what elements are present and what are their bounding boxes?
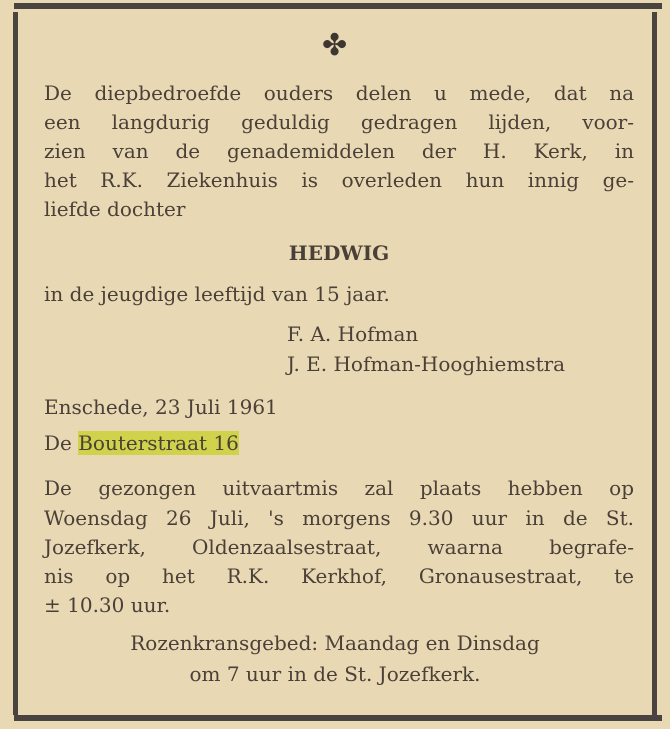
parent-name: J. E. Hofman-Hooghiemstra	[287, 352, 566, 376]
rosary-line: Rozenkransgebed: Maandag en Dinsdag	[130, 631, 540, 655]
intro-line: zien van de genademiddelen der H. Kerk, in	[44, 139, 634, 163]
funeral-line: nis op het R.K. Kerkhof, Gronausestraat, te	[44, 564, 634, 588]
intro-line: een langdurig geduldig gedragen lijden, voor-	[44, 110, 634, 134]
funeral-line: Woensdag 26 Juli, 's morgens 9.30 uur in de St.	[44, 506, 634, 530]
frame-left-rule	[13, 12, 18, 715]
funeral-line: De gezongen uitvaartmis zal plaats hebben op	[44, 476, 634, 500]
rosary-line: om 7 uur in de St. Jozefkerk.	[189, 662, 481, 686]
funeral-line: Jozefkerk, Oldenzaalsestraat, waarna begrafe-	[44, 535, 634, 559]
address	[44, 430, 634, 456]
address-street: Bouterstraat	[78, 431, 208, 455]
intro-line: het R.K. Ziekenhuis is overleden hun innig ge-	[44, 168, 634, 192]
age-line: in de jeugdige leeftijd van 15 jaar.	[44, 282, 390, 306]
address-prefix: De	[44, 431, 72, 455]
clover-cross-icon: ✤	[322, 28, 348, 63]
intro-line: liefde dochter	[44, 197, 186, 221]
parent-name: F. A. Hofman	[287, 322, 419, 346]
frame-top-rule	[14, 3, 662, 9]
funeral-line: ± 10.30 uur.	[44, 593, 171, 617]
frame-bottom-rule	[14, 715, 662, 721]
place-date: Enschede, 23 Juli 1961	[44, 395, 278, 419]
deceased-name: HEDWIG	[288, 241, 390, 265]
address-number: 16	[213, 431, 239, 455]
intro-line: De diepbedroefde ouders delen u mede, dat na	[44, 81, 634, 105]
frame-right-rule	[652, 12, 657, 715]
